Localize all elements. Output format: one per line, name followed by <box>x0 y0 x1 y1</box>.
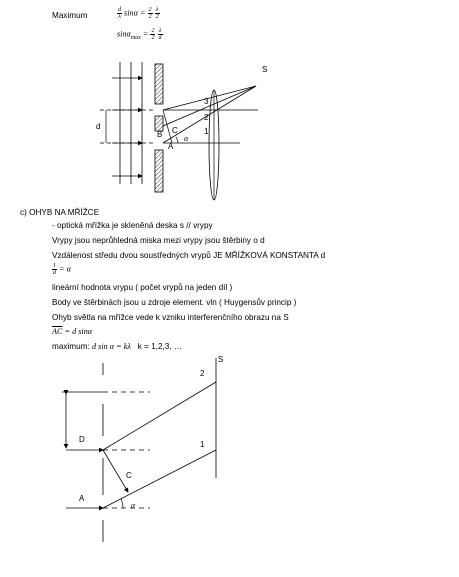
fraction-lambda-over-2: $\frac{\lambda}{2}$ <box>155 7 159 20</box>
label-D: D <box>79 435 85 444</box>
label-C: C <box>172 126 178 135</box>
label-A-2: A <box>79 494 85 503</box>
text-line-3: Vzdálenost středu dvou soustředných vrypů JE MŘÍŽKOVÁ KONSTANTA d <box>52 251 326 260</box>
label-ray-3: 3 <box>204 97 209 106</box>
label-d: d <box>96 122 101 131</box>
label-ray-1: 1 <box>204 127 209 136</box>
formula-maximum: maximum: d sin α = kλ k = 1,2,3, … <box>52 342 183 351</box>
fraction-lambda-over-d: $\frac{\lambda}{d}$ <box>158 28 162 41</box>
label-alpha: α <box>184 134 189 143</box>
path-difference-arrow <box>103 450 128 492</box>
label-A: A <box>168 142 174 151</box>
label-ray-2: 2 <box>204 113 209 122</box>
label-B: B <box>157 130 163 139</box>
fraction-d-over-lambda: $\frac{d}{\lambda}$ <box>118 7 121 20</box>
section-heading: c) OHYB NA MŘÍŽCE <box>20 208 100 217</box>
formula-1-over-d: $\frac{1}{d}$ = α <box>53 263 71 276</box>
text-line-2: Vrypy jsou neprůhledná miska mezi vrypy jsou štěrbiny o d <box>52 236 265 245</box>
label-ray-2-b: 2 <box>200 369 205 378</box>
text-line-4: lineární hodnota vrypu ( počet vrypů na jeden díl ) <box>52 283 233 292</box>
label-alpha-2: α <box>131 501 136 510</box>
label-ray-1-b: 1 <box>200 440 205 449</box>
formula-max-1: $\frac{d}{\lambda}$ sinα = $\frac{2}{2}$ $\frac{\lambda}{2}$ <box>118 7 159 20</box>
angle-alpha-arc-2 <box>121 499 123 508</box>
fraction-2-over-2b: $\frac{2}{2}$ <box>151 28 155 41</box>
formula-ac: $\overline{AC} = d$ sinα <box>52 327 93 336</box>
text-line-5: Body ve štěrbinách jsou u zdroje element. vln ( Huygensův princip ) <box>52 298 297 307</box>
label-screen-S: S <box>262 65 268 74</box>
text-line-1: - optická mřížka je skleněná deska s // vrypy <box>52 221 213 230</box>
formula-max-2: sinα$_{max}$ = $\frac{2}{2}$ $\frac{\lambda}{d}$ <box>117 28 162 42</box>
label-C-2: C <box>126 471 132 480</box>
label-screen-S-2: S <box>218 355 224 364</box>
fraction-2-over-2: $\frac{2}{2}$ <box>148 7 152 20</box>
maximum-label: Maximum <box>52 11 88 20</box>
text-line-6: Ohyb světla na mřížce vede k vzniku interferenčního obrazu na S <box>52 313 289 322</box>
